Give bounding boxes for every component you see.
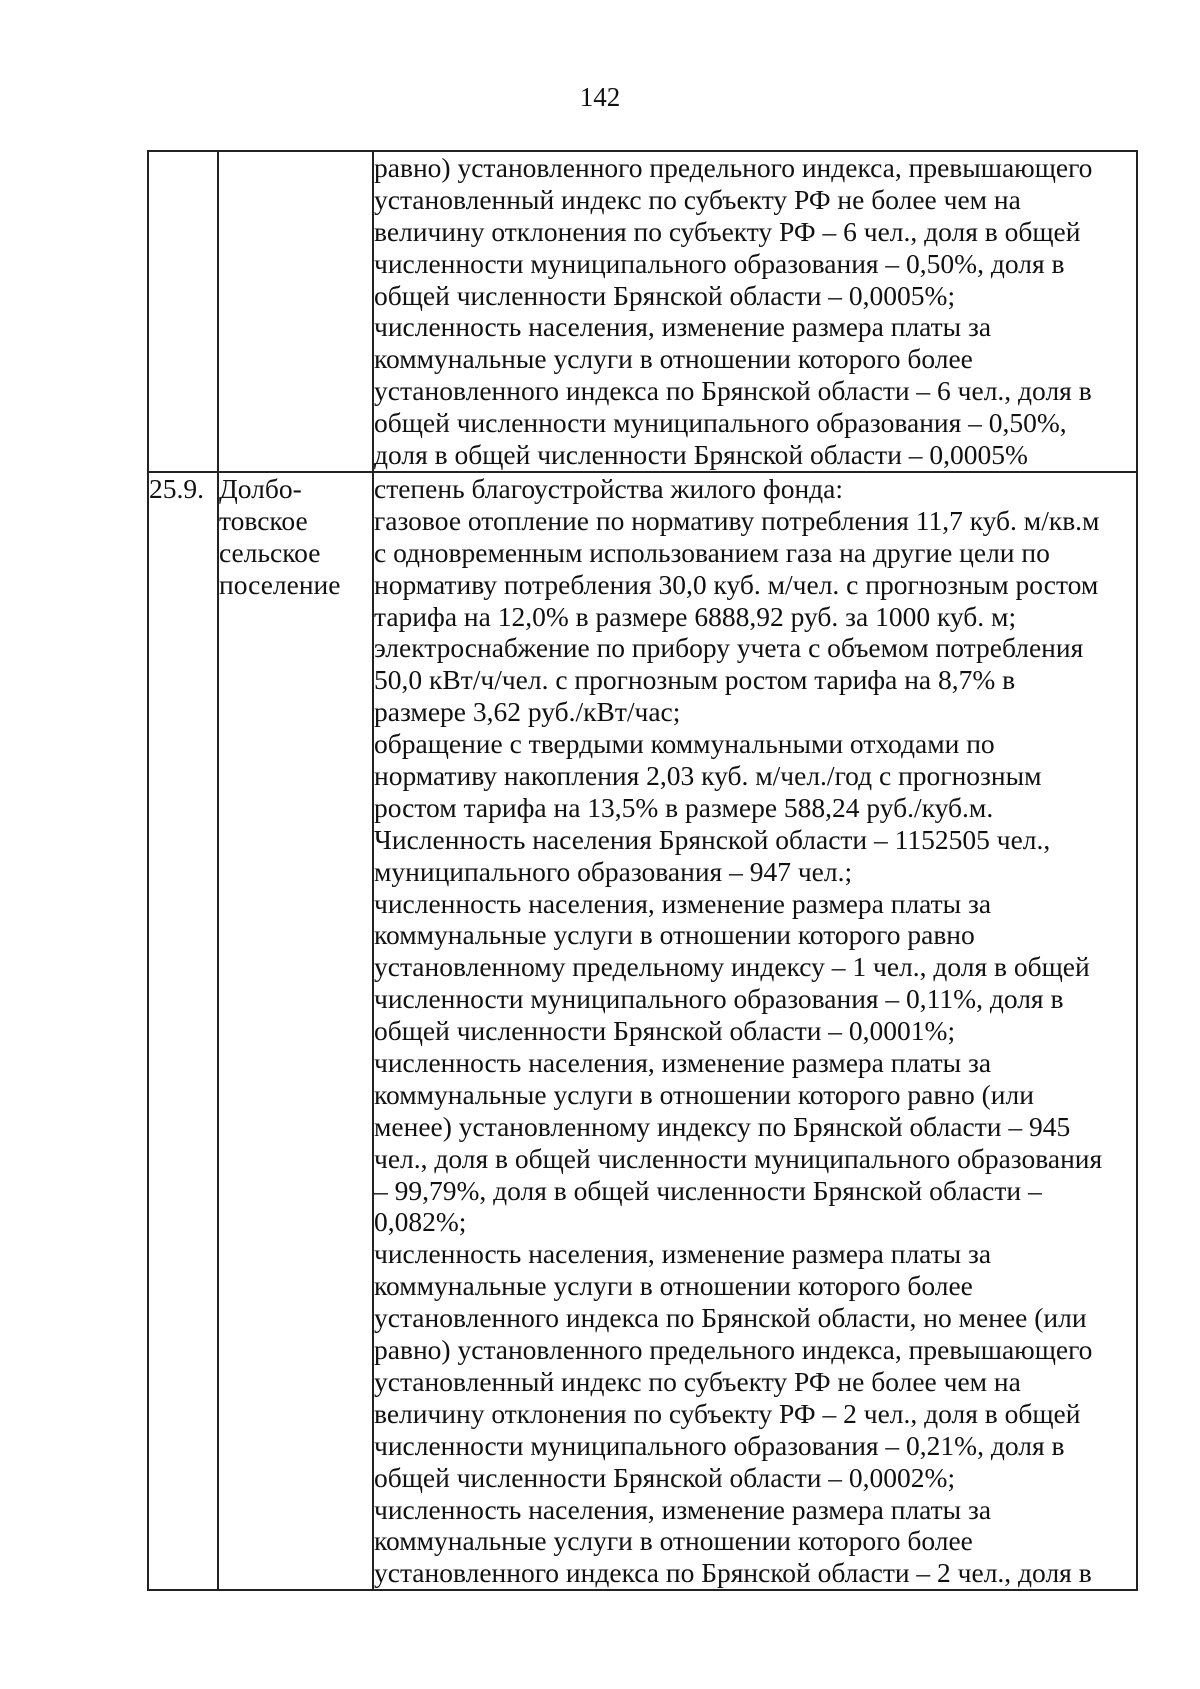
text-line: установленного индекса по Брянской области – 2 чел., доля в: [374, 1557, 1092, 1589]
text-line: равно) установленного предельного индекса, превышающего: [374, 1334, 1093, 1366]
text-line: размере 3,62 руб./кВт/час;: [374, 696, 681, 728]
text-line: установленному предельному индексу – 1 чел., доля в общей: [374, 951, 1090, 983]
text-line: коммунальные услуги в отношении которого равно: [374, 919, 975, 951]
text-line: установленный индекс по субъекту РФ не более чем на: [374, 183, 1021, 215]
description-cell: [373, 472, 1137, 1590]
text-line: степень благоустройства жилого фонда:: [374, 473, 844, 504]
table-row: [148, 472, 1137, 1590]
text-line: газовое отопление по нормативу потребления 11,7 куб. м/кв.м: [374, 504, 1100, 536]
text-line: установленного индекса по Брянской области – 6 чел., доля в: [374, 375, 1092, 407]
text-line: численности муниципального образования – 0,11%, доля в: [374, 983, 1064, 1015]
text-line: обращение с твердыми коммунальными отходами по: [374, 728, 995, 760]
text-line: коммунальные услуги в отношении которого более: [374, 1270, 973, 1302]
text-line: величину отклонения по субъекту РФ – 6 чел., доля в общей: [374, 215, 1081, 247]
name-line: поселение: [219, 568, 341, 600]
table-row: [148, 151, 1137, 472]
text-line: ростом тарифа на 13,5% в размере 588,24 руб./куб.м.: [374, 791, 994, 823]
text-line: менее) установленному индексу по Брянской области – 945: [374, 1110, 1071, 1142]
text-line: муниципального образования – 947 чел.;: [374, 855, 853, 887]
text-line: нормативу потребления 30,0 куб. м/чел. с прогнозным ростом: [374, 568, 1099, 600]
text-line: общей численности Брянской области – 0,0002%;: [374, 1461, 956, 1493]
text-line: общей численности муниципального образования – 0,50%,: [374, 407, 1067, 439]
text-line: численность населения, изменение размера платы за: [374, 1047, 992, 1079]
description-cell: [373, 151, 1137, 472]
text-line: нормативу накопления 2,03 куб. м/чел./год с прогнозным: [374, 760, 1042, 792]
text-line: численность населения, изменение размера платы за: [374, 887, 992, 919]
row-number-cell: [148, 151, 218, 472]
municipality-name-cell: [218, 472, 373, 1590]
name-line: Долбо-: [219, 473, 302, 504]
text-line: установленный индекс по субъекту РФ не более чем на: [374, 1365, 1021, 1397]
text-line: коммунальные услуги в отношении которого более: [374, 343, 973, 375]
municipality-name-cell: [218, 151, 373, 472]
text-line: численности муниципального образования – 0,50%, доля в: [374, 247, 1065, 279]
page-number: 142: [579, 82, 621, 112]
text-line: 0,082%;: [374, 1206, 467, 1238]
text-line: коммунальные услуги в отношении которого более: [374, 1525, 973, 1557]
text-line: чел., доля в общей численности муниципального образования: [374, 1142, 1103, 1174]
text-line: общей численности Брянской области – 0,0001%;: [374, 1015, 956, 1047]
text-line: равно) установленного предельного индекса, превышающего: [374, 152, 1093, 183]
text-line: электроснабжение по прибору учета с объемом потребления: [374, 632, 1084, 664]
text-line: с одновременным использованием газа на другие цели по: [374, 536, 1050, 568]
text-line: 50,0 кВт/ч/чел. с прогнозным ростом тарифа на 8,7% в: [374, 664, 1016, 696]
name-line: сельское: [219, 536, 321, 568]
text-line: численность населения, изменение размера платы за: [374, 311, 992, 343]
text-line: Численность населения Брянской области – 1152505 чел.,: [374, 823, 1051, 855]
text-line: численность населения, изменение размера платы за: [374, 1493, 992, 1525]
name-line: товское: [219, 504, 308, 536]
text-line: установленного индекса по Брянской области, но менее (или: [374, 1302, 1087, 1334]
text-line: численность населения, изменение размера платы за: [374, 1238, 992, 1270]
text-line: численности муниципального образования – 0,21%, доля в: [374, 1429, 1065, 1461]
row-number-cell: 25.9.: [148, 472, 218, 1590]
text-line: – 99,79%, доля в общей численности Брянской области –: [374, 1174, 1042, 1206]
text-line: коммунальные услуги в отношении которого равно (или: [374, 1078, 1034, 1110]
data-table: [147, 150, 1138, 1591]
text-line: величину отклонения по субъекту РФ – 2 чел., доля в общей: [374, 1397, 1081, 1429]
text-line: общей численности Брянской области – 0,0005%;: [374, 279, 956, 311]
text-line: доля в общей численности Брянской области – 0,0005%: [374, 439, 1028, 471]
text-line: тарифа на 12,0% в размере 6888,92 руб. за 1000 куб. м;: [374, 600, 1017, 632]
